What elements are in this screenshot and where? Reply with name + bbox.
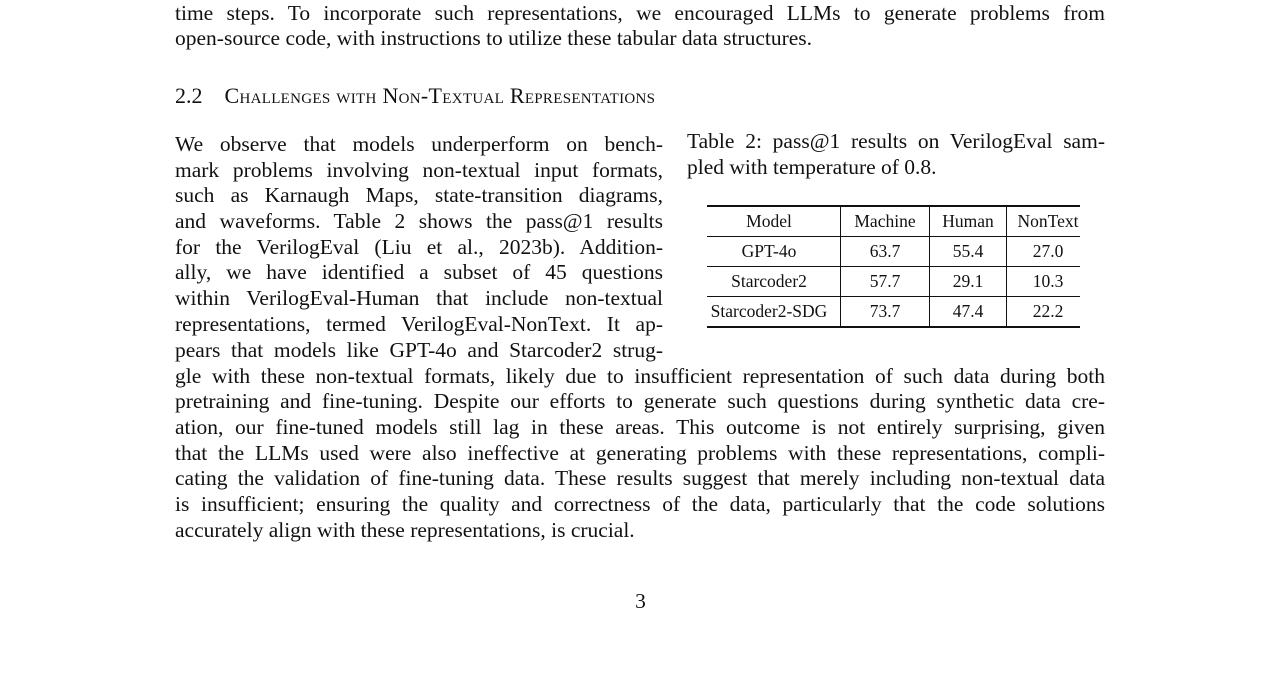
top-paragraph-line-2: open-source code, with instructions to utilize these tabular data structures.	[175, 26, 813, 50]
body-line-9: pears that models like GPT-4o and Starcoder2 strug-	[175, 338, 663, 362]
body-line-4: and waveforms. Table 2 shows the pass@1 results	[175, 209, 663, 233]
header-model: Model	[707, 206, 841, 237]
body-line-14: cating the validation of fine-tuning data. These results suggest that merely including non-textual data	[175, 466, 1105, 490]
page-number: 3	[635, 589, 646, 613]
body-line-5: for the VerilogEval (Liu et al., 2023b). Addition-	[175, 235, 663, 259]
body-line-3: such as Karnaugh Maps, state-transition diagrams,	[175, 183, 663, 207]
section-number: 2.2	[175, 83, 203, 108]
table-row	[707, 297, 1080, 328]
body-line-1: We observe that models underperform on bench-	[175, 132, 663, 156]
cell-human: 55.4	[930, 237, 1007, 267]
cell-machine: 57.7	[841, 267, 930, 297]
body-line-8: representations, termed VerilogEval-NonText. It ap-	[175, 312, 663, 336]
body-line-10: gle with these non-textual formats, likely due to insufficient representation of such data during both	[175, 364, 1105, 388]
cell-human: 29.1	[930, 267, 1007, 297]
header-nontext: NonText	[1017, 210, 1079, 231]
header-human: Human	[930, 206, 1007, 237]
table-row	[707, 267, 1080, 297]
table-row	[707, 237, 1080, 267]
body-line-13: that the LLMs used were also ineffective at generating problems with these representations, compli-	[175, 441, 1105, 465]
results-table	[707, 205, 1080, 328]
header-machine: Machine	[841, 206, 930, 237]
cell-nontext: 22.2	[1032, 300, 1064, 321]
cell-nontext: 27.0	[1032, 240, 1064, 261]
body-line-7: within VerilogEval-Human that include non-textual	[175, 286, 663, 310]
cell-human: 47.4	[930, 297, 1007, 328]
body-line-16: accurately align with these representations, is crucial.	[175, 518, 635, 542]
table-caption-line-1: Table 2: pass@1 results on VerilogEval sam-	[687, 129, 1105, 153]
cell-model: Starcoder2-SDG	[707, 297, 841, 328]
top-paragraph-line-1: time steps. To incorporate such representations, we encouraged LLMs to generate problems from	[175, 1, 1105, 25]
section-heading	[175, 82, 655, 110]
cell-machine: 73.7	[841, 297, 930, 328]
section-title: Challenges with Non-Textual Representations	[224, 83, 656, 108]
cell-nontext: 10.3	[1032, 270, 1064, 291]
cell-model: Starcoder2	[707, 267, 841, 297]
table-caption-line-2: pled with temperature of 0.8.	[687, 155, 937, 179]
body-line-11: pretraining and fine-tuning. Despite our efforts to generate such questions during synthetic data cre-	[175, 389, 1105, 413]
cell-machine: 63.7	[841, 237, 930, 267]
body-line-15: is insufficient; ensuring the quality and correctness of the data, particularly that the code solutions	[175, 492, 1105, 516]
body-line-12: ation, our fine-tuned models still lag in these areas. This outcome is not entirely surprising, given	[175, 415, 1105, 439]
body-line-2: mark problems involving non-textual input formats,	[175, 158, 663, 182]
body-line-6: ally, we have identified a subset of 45 questions	[175, 260, 663, 284]
cell-model: GPT-4o	[707, 237, 841, 267]
table-header-row	[707, 206, 1080, 237]
